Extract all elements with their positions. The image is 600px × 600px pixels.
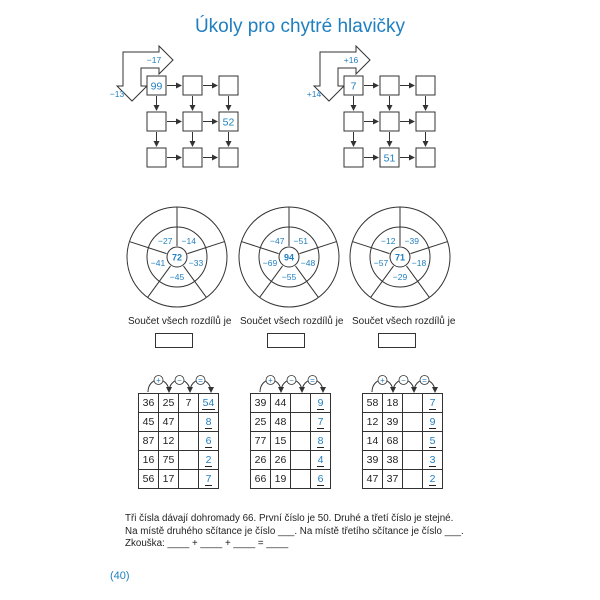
arithmetic-table-1	[138, 393, 219, 489]
wheel-center-value: 71	[394, 252, 406, 263]
wheel-value: −48	[300, 258, 316, 269]
table-cell: 14	[363, 432, 383, 451]
table-answer-value: 8	[317, 434, 324, 447]
grid-cell	[380, 76, 399, 95]
table-cell[interactable]	[403, 394, 423, 413]
table-row	[139, 432, 219, 451]
wheel-value: −69	[262, 258, 278, 269]
table-cell: 39	[383, 413, 403, 432]
grid-cell	[416, 148, 435, 167]
grid-cell	[380, 112, 399, 131]
grid-cell	[344, 112, 363, 131]
table-cell: 77	[251, 432, 271, 451]
table-cell: 75	[159, 451, 179, 470]
arrow-right-label: −17	[146, 55, 162, 65]
arrow-grid-puzzles	[0, 0, 600, 200]
table-answer-value: 8	[205, 415, 212, 428]
table-cell: 36	[139, 394, 159, 413]
table-answer-cell[interactable]	[199, 470, 219, 489]
arithmetic-table-2	[250, 393, 331, 489]
word-problem-line-2: Na místě druhého sčítance je číslo ___. Na místě třetího sčítance je číslo ___.	[125, 525, 464, 537]
wheel-answer-box-2[interactable]	[267, 333, 305, 348]
table-cell: 68	[383, 432, 403, 451]
grid-cell	[183, 112, 202, 131]
table-answer-value: 6	[205, 434, 212, 447]
table-row	[363, 451, 443, 470]
word-problem-line-3: Zkouška: ____ + ____ + ____ = ____	[125, 538, 289, 549]
arrow-down-label: +14	[306, 89, 322, 99]
table-answer-cell[interactable]	[423, 413, 443, 432]
table-cell: 47	[159, 413, 179, 432]
operation-symbol: =	[198, 376, 203, 385]
wheel-value: −29	[392, 272, 408, 282]
word-problem	[125, 513, 505, 551]
grid-cell-value: 51	[383, 152, 396, 165]
wheel-value: −57	[373, 258, 389, 269]
grid-cell	[219, 148, 238, 167]
table-row	[251, 451, 331, 470]
wheel-value: −14	[181, 235, 196, 246]
table-row	[251, 413, 331, 432]
wheel-2	[239, 207, 339, 307]
table-cell[interactable]	[291, 432, 311, 451]
wheel-value: −18	[411, 258, 427, 269]
grid-cell	[183, 76, 202, 95]
table-answer-value: 4	[317, 453, 324, 466]
operation-symbol: =	[422, 376, 427, 385]
table-row	[251, 394, 331, 413]
operation-symbol: −	[401, 376, 406, 385]
grid-cell-value: 99	[150, 80, 163, 93]
table-arcs-2	[260, 376, 323, 393]
table-cell[interactable]	[403, 432, 423, 451]
wheel-value: −27	[158, 235, 173, 246]
table-answer-cell[interactable]	[423, 470, 443, 489]
table-cell: 17	[159, 470, 179, 489]
arrow-grid-left	[110, 46, 238, 167]
table-cell[interactable]	[403, 413, 423, 432]
arrow-down-label: −13	[109, 89, 125, 99]
operation-symbol: =	[310, 376, 315, 385]
table-answer-cell[interactable]	[311, 451, 331, 470]
table-cell: 48	[271, 413, 291, 432]
difference-wheels	[0, 200, 600, 320]
table-answer-value: 5	[429, 434, 436, 447]
table-cell[interactable]: 7	[179, 394, 199, 413]
wheel-answer-box-3[interactable]	[378, 333, 416, 348]
wheel-value: −55	[281, 272, 297, 282]
operation-symbol: +	[268, 376, 273, 385]
table-cell[interactable]	[179, 451, 199, 470]
table-answer-value: 9	[429, 415, 436, 428]
table-arcs-3	[372, 376, 435, 393]
table-cell: 66	[251, 470, 271, 489]
table-cell: 25	[251, 413, 271, 432]
table-answer-value: 6	[317, 472, 324, 485]
table-row	[139, 394, 219, 413]
table-answer-cell[interactable]	[423, 432, 443, 451]
wheel-center-value: 72	[171, 252, 183, 263]
table-cell: 12	[363, 413, 383, 432]
table-cell[interactable]	[179, 413, 199, 432]
operation-symbol: +	[156, 376, 161, 385]
grid-cell-value: 52	[222, 116, 235, 129]
table-answer-value: 2	[205, 453, 212, 466]
wheel-value: −41	[150, 258, 166, 269]
table-answer-value: 3	[429, 453, 436, 466]
wheel-value: −33	[188, 258, 204, 269]
table-cell: 37	[383, 470, 403, 489]
table-cell[interactable]	[291, 451, 311, 470]
table-cell: 19	[271, 470, 291, 489]
table-cell: 58	[363, 394, 383, 413]
wheel-1	[127, 207, 227, 307]
grid-cell	[416, 76, 435, 95]
table-answer-cell[interactable]	[423, 394, 443, 413]
table-answer-value: 9	[317, 396, 324, 409]
table-row	[251, 432, 331, 451]
table-arcs-1	[148, 376, 211, 393]
wheel-center-value: 94	[283, 252, 295, 263]
table-cell[interactable]	[291, 413, 311, 432]
operation-symbol: −	[177, 376, 182, 385]
table-row	[251, 470, 331, 489]
table-cell[interactable]	[291, 394, 311, 413]
wheel-value: −45	[169, 272, 185, 282]
table-answer-value: 54	[202, 396, 215, 409]
table-answer-value: 7	[317, 415, 324, 428]
table-cell: 39	[363, 451, 383, 470]
table-answer-cell[interactable]	[199, 413, 219, 432]
table-answer-value: 7	[429, 396, 436, 409]
table-answer-cell[interactable]	[423, 451, 443, 470]
wheel-3	[350, 207, 450, 307]
table-row	[139, 451, 219, 470]
wheel-caption-1: Součet všech rozdílů je	[128, 316, 232, 327]
table-cell: 25	[159, 394, 179, 413]
table-answer-cell[interactable]	[199, 394, 219, 413]
operation-symbol: +	[380, 376, 385, 385]
table-row	[363, 432, 443, 451]
page-number: (40)	[110, 570, 130, 582]
table-row	[363, 470, 443, 489]
grid-cell	[344, 148, 363, 167]
arithmetic-table-3	[362, 393, 443, 489]
table-answer-cell[interactable]	[199, 432, 219, 451]
table-answer-cell[interactable]	[311, 470, 331, 489]
grid-cell	[147, 112, 166, 131]
table-cell: 16	[139, 451, 159, 470]
operation-symbol: −	[289, 376, 294, 385]
wheel-value: −47	[270, 235, 285, 246]
table-answer-cell[interactable]	[311, 413, 331, 432]
table-answer-cell[interactable]	[311, 394, 331, 413]
table-row	[139, 413, 219, 432]
grid-cell	[147, 148, 166, 167]
table-answer-cell[interactable]	[311, 432, 331, 451]
word-problem-line-1: Tři čísla dávají dohromady 66. První číslo je 50. Druhé a třetí číslo je stejné.	[125, 513, 454, 524]
wheel-caption-2: Součet všech rozdílů je	[240, 316, 344, 327]
table-answer-cell[interactable]	[199, 451, 219, 470]
table-cell: 87	[139, 432, 159, 451]
table-cell: 26	[251, 451, 271, 470]
table-cell: 44	[271, 394, 291, 413]
table-row	[363, 394, 443, 413]
wheel-answer-box-1[interactable]	[155, 333, 193, 348]
wheel-value: −12	[381, 235, 396, 246]
table-cell[interactable]	[179, 432, 199, 451]
table-cell: 38	[383, 451, 403, 470]
table-cell: 15	[271, 432, 291, 451]
table-cell: 39	[251, 394, 271, 413]
table-answer-value: 2	[429, 472, 436, 485]
wheel-value: −39	[404, 235, 419, 246]
wheel-value: −51	[293, 235, 308, 246]
table-cell: 47	[363, 470, 383, 489]
arrow-grid-right	[307, 46, 435, 167]
table-cell: 18	[383, 394, 403, 413]
page-title: Úkoly pro chytré hlavičky	[194, 16, 406, 37]
table-row	[139, 470, 219, 489]
table-cell[interactable]	[291, 470, 311, 489]
grid-cell-value: 7	[350, 80, 357, 93]
grid-cell	[219, 76, 238, 95]
arrow-right-label: +16	[343, 55, 359, 65]
table-cell[interactable]	[403, 451, 423, 470]
table-answer-value: 7	[205, 472, 212, 485]
table-cell: 56	[139, 470, 159, 489]
table-cell: 45	[139, 413, 159, 432]
table-cell: 12	[159, 432, 179, 451]
table-row	[363, 413, 443, 432]
table-cell: 26	[271, 451, 291, 470]
grid-cell	[416, 112, 435, 131]
table-cell[interactable]	[403, 470, 423, 489]
wheel-caption-3: Součet všech rozdílů je	[352, 316, 456, 327]
table-cell[interactable]	[179, 470, 199, 489]
grid-cell	[183, 148, 202, 167]
